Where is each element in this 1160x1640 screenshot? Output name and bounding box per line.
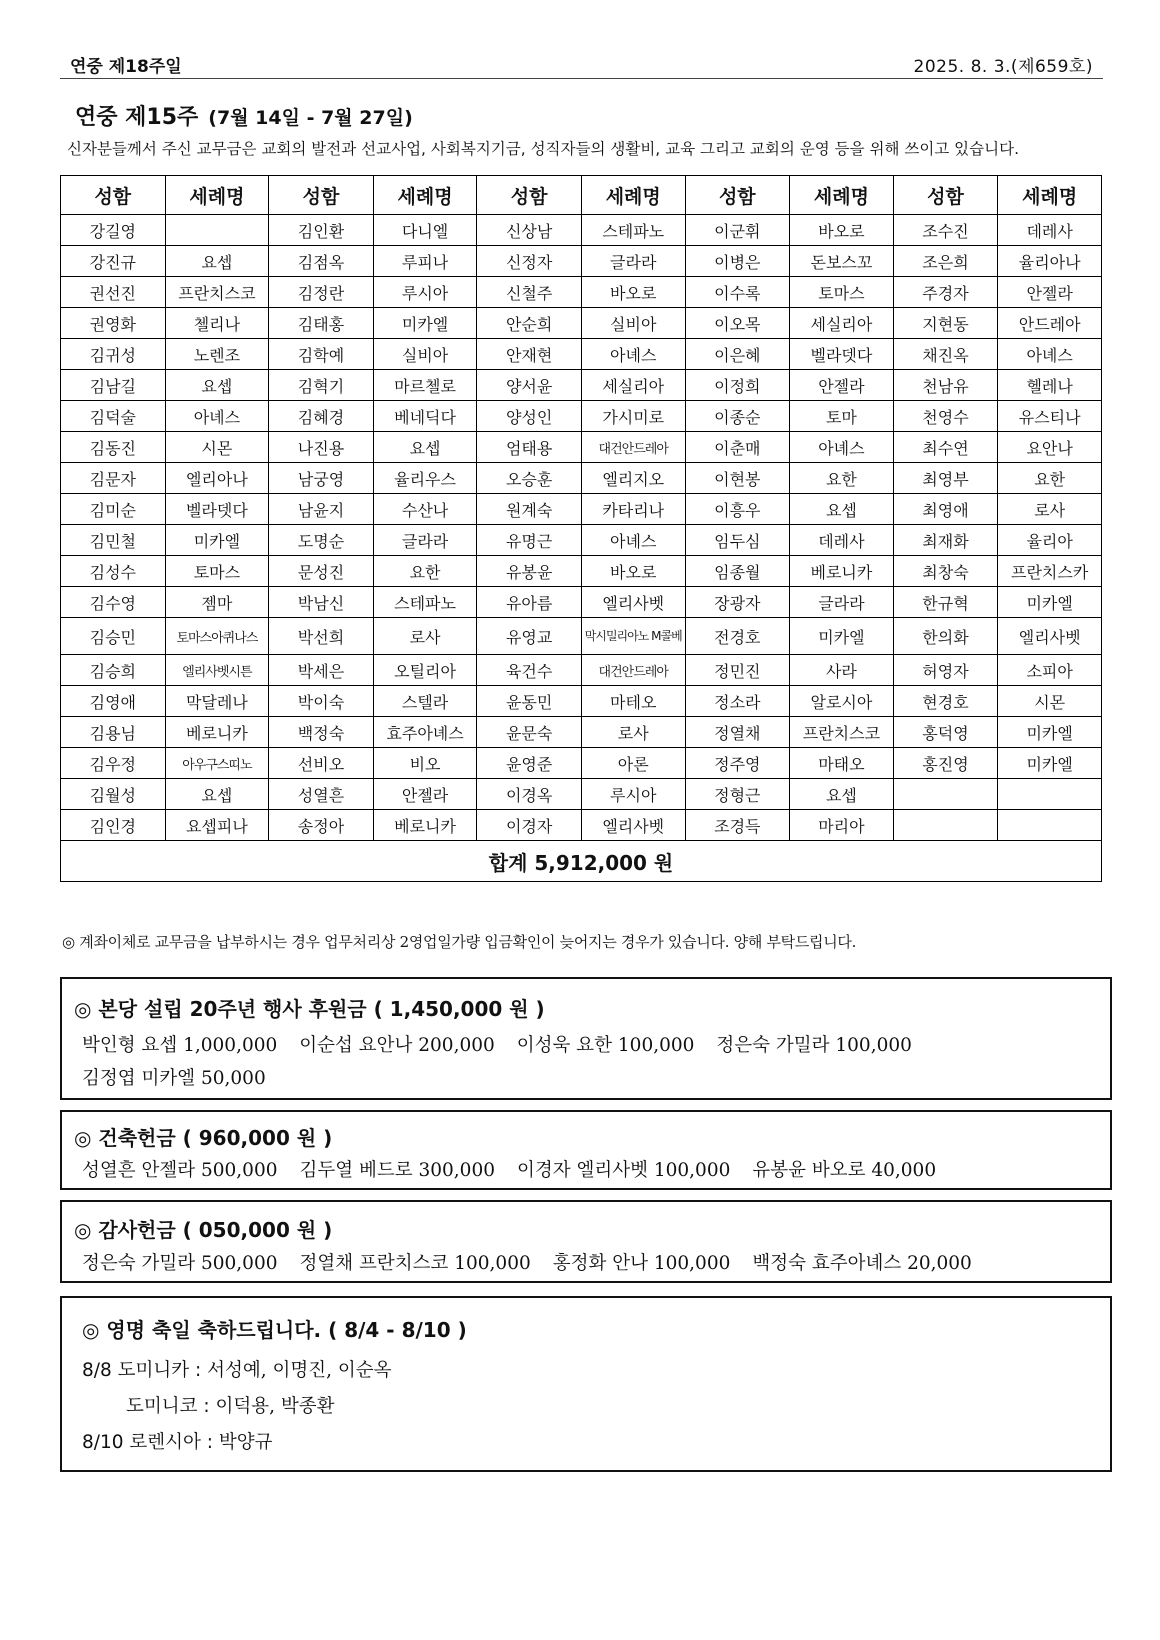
parishioner-name-cell: 김영애 <box>61 686 166 717</box>
parishioner-name-cell: 성열흔 <box>269 779 374 810</box>
parishioner-name-cell <box>893 810 998 841</box>
column-header-name: 성함 <box>269 176 374 215</box>
parishioner-name-cell: 김남길 <box>61 370 166 401</box>
baptismal-name-cell: 바오로 <box>581 277 685 308</box>
feast-names: 이덕용, 박종환 <box>215 1396 335 1417</box>
baptismal-name-cell: 가시미로 <box>581 401 685 432</box>
baptismal-name-cell: 바오로 <box>790 215 894 246</box>
baptismal-name-cell: 미카엘 <box>373 308 477 339</box>
baptismal-name-cell: 요안나 <box>998 432 1102 463</box>
baptismal-name-cell: 마르첼로 <box>373 370 477 401</box>
parishioner-name-cell: 주경자 <box>893 277 998 308</box>
parishioner-name-cell: 정민진 <box>685 655 790 686</box>
baptismal-name-cell: 스테파노 <box>373 587 477 618</box>
baptismal-name-cell: 데레사 <box>790 525 894 556</box>
baptismal-name-cell: 프란치스카 <box>998 556 1102 587</box>
parishioner-name-cell: 전경호 <box>685 618 790 655</box>
baptismal-name-cell: 로사 <box>998 494 1102 525</box>
parishioner-name-cell: 장광자 <box>685 587 790 618</box>
baptismal-name-cell: 젬마 <box>165 587 269 618</box>
parishioner-name-cell: 신철주 <box>477 277 582 308</box>
column-header-name: 성함 <box>685 176 790 215</box>
baptismal-name-cell: 루시아 <box>373 277 477 308</box>
column-header-baptismal-name: 세례명 <box>165 176 269 215</box>
baptismal-name-cell: 토마스 <box>165 556 269 587</box>
baptismal-name-cell: 카타리나 <box>581 494 685 525</box>
parishioner-name-cell: 유아름 <box>477 587 582 618</box>
baptismal-name-cell: 베네딕다 <box>373 401 477 432</box>
baptismal-name-cell: 미카엘 <box>165 525 269 556</box>
baptismal-name-cell: 율리아나 <box>998 246 1102 277</box>
donor-entry: 성열흔 안젤라 500,000 <box>82 1160 278 1181</box>
donor-entry: 백정숙 효주아녜스 20,000 <box>752 1253 972 1274</box>
parishioner-name-cell: 정소라 <box>685 686 790 717</box>
baptismal-name-cell: 실비아 <box>581 308 685 339</box>
baptismal-name-cell: 스테파노 <box>581 215 685 246</box>
donor-entry: 정열채 프란치스코 100,000 <box>299 1253 531 1274</box>
parishioner-name-cell: 김월성 <box>61 779 166 810</box>
parishioner-name-cell: 허영자 <box>893 655 998 686</box>
baptismal-name-cell: 엘리아나 <box>165 463 269 494</box>
intro-text: 신자분들께서 주신 교무금은 교회의 발전과 선교사업, 사회복지기금, 성직자들의 생활비, 교육 그리고 교회의 운영 등을 위해 쓰이고 있습니다. <box>67 140 1020 158</box>
parishioner-name-cell: 도명순 <box>269 525 374 556</box>
baptismal-name-cell: 막시밀리아노 M콜베 <box>581 618 685 655</box>
parishioner-name-cell: 최창숙 <box>893 556 998 587</box>
parishioner-name-cell: 정형근 <box>685 779 790 810</box>
parishioner-name-cell: 안순희 <box>477 308 582 339</box>
parishioner-name-cell: 김동진 <box>61 432 166 463</box>
parishioner-name-cell: 정열채 <box>685 717 790 748</box>
thanksgiving-donation-line <box>82 1249 994 1275</box>
parishioner-name-cell: 강길영 <box>61 215 166 246</box>
parishioner-name-cell: 김학예 <box>269 339 374 370</box>
anniversary-donation-line1 <box>82 1031 934 1057</box>
parishioner-name-cell: 양서윤 <box>477 370 582 401</box>
feast-names: 박양규 <box>218 1432 273 1453</box>
donor-entry: 정은숙 가밀라 500,000 <box>82 1253 278 1274</box>
baptismal-name-cell: 안젤라 <box>373 779 477 810</box>
column-header-baptismal-name: 세례명 <box>373 176 477 215</box>
baptismal-name-cell <box>165 215 269 246</box>
baptismal-name-cell: 대건안드레아 <box>581 432 685 463</box>
parishioner-name-cell: 윤문숙 <box>477 717 582 748</box>
baptismal-name-cell: 토마스아퀴나스 <box>165 618 269 655</box>
parishioner-name-cell: 김문자 <box>61 463 166 494</box>
header-left: 연중 제18주일 <box>70 57 182 77</box>
baptismal-name-cell: 세실리아 <box>581 370 685 401</box>
baptismal-name-cell: 다니엘 <box>373 215 477 246</box>
baptismal-name-cell: 엘리사벳시튼 <box>165 655 269 686</box>
table-row <box>61 587 1102 618</box>
parishioner-name-cell: 이경자 <box>477 810 582 841</box>
parishioner-name-cell: 원계숙 <box>477 494 582 525</box>
table-row <box>61 748 1102 779</box>
parishioner-name-cell: 양성인 <box>477 401 582 432</box>
parishioner-name-cell: 홍덕영 <box>893 717 998 748</box>
parishioner-name-cell: 조수진 <box>893 215 998 246</box>
feast-day-title: ◎ 영명 축일 축하드립니다. ( 8/4 - 8/10 ) <box>82 1318 467 1342</box>
baptismal-name-cell <box>998 810 1102 841</box>
baptismal-name-cell: 막달레나 <box>165 686 269 717</box>
table-row <box>61 655 1102 686</box>
feast-label: 8/8 도미니카 : <box>82 1360 202 1381</box>
table-header-row <box>61 176 1102 215</box>
baptismal-name-cell: 아론 <box>581 748 685 779</box>
baptismal-name-cell: 마태오 <box>790 748 894 779</box>
baptismal-name-cell: 베로니카 <box>165 717 269 748</box>
baptismal-name-cell: 안젤라 <box>790 370 894 401</box>
baptismal-name-cell: 첼리나 <box>165 308 269 339</box>
parishioner-name-cell: 김수영 <box>61 587 166 618</box>
parishioner-name-cell: 남윤지 <box>269 494 374 525</box>
table-row <box>61 494 1102 525</box>
parishioner-name-cell: 김용님 <box>61 717 166 748</box>
thanksgiving-donation-box <box>60 1200 1112 1283</box>
baptismal-name-cell: 엘리사벳 <box>581 587 685 618</box>
baptismal-name-cell: 율리우스 <box>373 463 477 494</box>
baptismal-name-cell: 바오로 <box>581 556 685 587</box>
parishioner-name-cell: 박남신 <box>269 587 374 618</box>
baptismal-name-cell: 아녜스 <box>998 339 1102 370</box>
baptismal-name-cell: 아녜스 <box>581 525 685 556</box>
baptismal-name-cell: 수산나 <box>373 494 477 525</box>
parishioner-name-cell: 이군휘 <box>685 215 790 246</box>
parishioner-name-cell: 김혁기 <box>269 370 374 401</box>
parishioner-name-cell: 이종순 <box>685 401 790 432</box>
section-title <box>75 100 413 131</box>
table-row <box>61 308 1102 339</box>
baptismal-name-cell: 요셉피나 <box>165 810 269 841</box>
parishioner-name-cell: 김미순 <box>61 494 166 525</box>
parishioner-name-cell: 천영수 <box>893 401 998 432</box>
anniversary-donation-box <box>60 977 1112 1100</box>
parishioner-name-cell: 이현봉 <box>685 463 790 494</box>
parishioner-name-cell: 오승훈 <box>477 463 582 494</box>
baptismal-name-cell: 유스티나 <box>998 401 1102 432</box>
baptismal-name-cell: 글라라 <box>790 587 894 618</box>
header-right: 2025. 8. 3.(제659호) <box>913 57 1093 77</box>
table-row <box>61 686 1102 717</box>
baptismal-name-cell: 효주아녜스 <box>373 717 477 748</box>
parishioner-name-cell: 최영부 <box>893 463 998 494</box>
donor-entry: 홍정화 안나 100,000 <box>552 1253 731 1274</box>
baptismal-name-cell: 요셉 <box>790 494 894 525</box>
table-row <box>61 779 1102 810</box>
table-row <box>61 246 1102 277</box>
table-row <box>61 463 1102 494</box>
baptismal-name-cell: 아녜스 <box>165 401 269 432</box>
parishioner-name-cell: 채진옥 <box>893 339 998 370</box>
table-row <box>61 370 1102 401</box>
column-header-name: 성함 <box>61 176 166 215</box>
baptismal-name-cell: 마리아 <box>790 810 894 841</box>
page-header <box>60 50 1103 79</box>
parishioner-name-cell: 김덕술 <box>61 401 166 432</box>
table-row <box>61 556 1102 587</box>
baptismal-name-cell: 안드레아 <box>998 308 1102 339</box>
donor-entry: 이순섭 요안나 200,000 <box>299 1035 495 1056</box>
baptismal-name-cell: 실비아 <box>373 339 477 370</box>
parishioner-name-cell: 이오목 <box>685 308 790 339</box>
table-row <box>61 215 1102 246</box>
parishioner-name-cell: 이경옥 <box>477 779 582 810</box>
column-header-baptismal-name: 세례명 <box>998 176 1102 215</box>
parishioner-name-cell: 윤동민 <box>477 686 582 717</box>
parishioner-name-cell: 김승희 <box>61 655 166 686</box>
donor-entry: 정은숙 가밀라 100,000 <box>716 1035 912 1056</box>
column-header-name: 성함 <box>477 176 582 215</box>
anniversary-donation-title: ◎ 본당 설립 20주년 행사 후원금 ( 1,450,000 원 ) <box>74 997 545 1021</box>
baptismal-name-cell: 토마 <box>790 401 894 432</box>
parishioner-name-cell: 문성진 <box>269 556 374 587</box>
payment-note: ◎ 계좌이체로 교무금을 납부하시는 경우 업무처리상 2영업일가량 입금확인이 늦어지는 경우가 있습니다. 양해 부탁드립니다. <box>62 933 857 951</box>
parishioner-name-cell: 이수록 <box>685 277 790 308</box>
donor-entry: 유봉윤 바오로 40,000 <box>752 1160 937 1181</box>
baptismal-name-cell: 요한 <box>790 463 894 494</box>
parishioner-name-cell: 이병은 <box>685 246 790 277</box>
parishioner-name-cell: 김혜경 <box>269 401 374 432</box>
parishioner-name-cell: 신상남 <box>477 215 582 246</box>
baptismal-name-cell: 시몬 <box>998 686 1102 717</box>
table-row <box>61 717 1102 748</box>
section-title-main: 연중 제15주 <box>75 105 199 130</box>
table-total-row <box>61 841 1102 882</box>
baptismal-name-cell: 아녜스 <box>581 339 685 370</box>
baptismal-name-cell: 로사 <box>373 618 477 655</box>
parishioner-name-cell: 권영화 <box>61 308 166 339</box>
table-row <box>61 525 1102 556</box>
parishioner-name-cell: 조경득 <box>685 810 790 841</box>
column-header-baptismal-name: 세례명 <box>790 176 894 215</box>
baptismal-name-cell: 프란치스코 <box>165 277 269 308</box>
baptismal-name-cell: 미카엘 <box>998 717 1102 748</box>
baptismal-name-cell: 안젤라 <box>998 277 1102 308</box>
donor-entry: 이성욱 요한 100,000 <box>516 1035 695 1056</box>
parishioner-name-cell: 김귀성 <box>61 339 166 370</box>
baptismal-name-cell: 미카엘 <box>790 618 894 655</box>
parishioner-name-cell: 정주영 <box>685 748 790 779</box>
parishioner-name-cell: 윤영준 <box>477 748 582 779</box>
parishioner-name-cell: 육건수 <box>477 655 582 686</box>
parishioner-name-cell: 현경호 <box>893 686 998 717</box>
baptismal-name-cell: 엘리지오 <box>581 463 685 494</box>
parishioner-name-cell: 권선진 <box>61 277 166 308</box>
parishioner-name-cell: 선비오 <box>269 748 374 779</box>
feast-label: 8/10 로렌시아 : <box>82 1432 214 1453</box>
baptismal-name-cell: 요셉 <box>165 246 269 277</box>
baptismal-name-cell: 알로시아 <box>790 686 894 717</box>
baptismal-name-cell: 비오 <box>373 748 477 779</box>
parishioner-name-cell <box>893 779 998 810</box>
baptismal-name-cell: 엘리사벳 <box>998 618 1102 655</box>
baptismal-name-cell: 로사 <box>581 717 685 748</box>
building-donation-title: ◎ 건축헌금 ( 960,000 원 ) <box>74 1126 333 1150</box>
parishioner-name-cell: 김민철 <box>61 525 166 556</box>
parishioner-name-cell: 김정란 <box>269 277 374 308</box>
feast-day-box <box>60 1296 1112 1472</box>
column-header-baptismal-name: 세례명 <box>581 176 685 215</box>
feast-line <box>82 1356 392 1382</box>
baptismal-name-cell: 오틸리아 <box>373 655 477 686</box>
parishioner-name-cell: 유명근 <box>477 525 582 556</box>
parishioner-name-cell: 송정아 <box>269 810 374 841</box>
table-row <box>61 618 1102 655</box>
parishioner-name-cell: 김승민 <box>61 618 166 655</box>
baptismal-name-cell: 요셉 <box>165 370 269 401</box>
feast-line <box>126 1392 335 1418</box>
baptismal-name-cell: 요한 <box>998 463 1102 494</box>
building-donation-box <box>60 1110 1112 1190</box>
section-title-period: (7월 14일 - 7월 27일) <box>208 107 413 129</box>
parishioner-name-cell: 박세은 <box>269 655 374 686</box>
baptismal-name-cell: 데레사 <box>998 215 1102 246</box>
baptismal-name-cell: 엘리사벳 <box>581 810 685 841</box>
baptismal-name-cell: 시몬 <box>165 432 269 463</box>
baptismal-name-cell: 돈보스꼬 <box>790 246 894 277</box>
parishioner-name-cell: 최영애 <box>893 494 998 525</box>
donor-entry: 김정엽 미카엘 50,000 <box>82 1068 266 1089</box>
parishioner-name-cell: 김우정 <box>61 748 166 779</box>
parishioner-name-cell: 이은혜 <box>685 339 790 370</box>
feast-names: 서성예, 이명진, 이순옥 <box>207 1360 392 1381</box>
parishioner-name-cell: 김점옥 <box>269 246 374 277</box>
baptismal-name-cell: 사라 <box>790 655 894 686</box>
parishioner-name-cell: 강진규 <box>61 246 166 277</box>
feast-line <box>82 1428 273 1454</box>
parishioner-name-cell: 엄태용 <box>477 432 582 463</box>
parishioner-name-cell: 임종월 <box>685 556 790 587</box>
parishioner-name-cell: 유영교 <box>477 618 582 655</box>
donor-entry: 김두열 베드로 300,000 <box>299 1160 495 1181</box>
table-row <box>61 810 1102 841</box>
parishioner-name-cell: 이춘매 <box>685 432 790 463</box>
baptismal-name-cell: 세실리아 <box>790 308 894 339</box>
baptismal-name-cell: 미카엘 <box>998 748 1102 779</box>
parishioner-name-cell: 나진용 <box>269 432 374 463</box>
baptismal-name-cell: 스텔라 <box>373 686 477 717</box>
baptismal-name-cell: 요한 <box>373 556 477 587</box>
parishioner-name-cell: 김인경 <box>61 810 166 841</box>
baptismal-name-cell: 벨라뎃다 <box>790 339 894 370</box>
baptismal-name-cell: 토마스 <box>790 277 894 308</box>
total-amount: 합계 5,912,000 원 <box>61 841 1102 882</box>
baptismal-name-cell: 대건안드레아 <box>581 655 685 686</box>
table-row <box>61 432 1102 463</box>
parishioner-name-cell: 이흥우 <box>685 494 790 525</box>
baptismal-name-cell: 베로니카 <box>790 556 894 587</box>
thanksgiving-donation-title: ◎ 감사헌금 ( 050,000 원 ) <box>74 1218 333 1242</box>
column-header-name: 성함 <box>893 176 998 215</box>
parishioner-name-cell: 이정희 <box>685 370 790 401</box>
baptismal-name-cell: 마테오 <box>581 686 685 717</box>
baptismal-name-cell: 노렌조 <box>165 339 269 370</box>
parishioner-name-cell: 백정숙 <box>269 717 374 748</box>
baptismal-name-cell: 글라라 <box>581 246 685 277</box>
parishioner-name-cell: 김인환 <box>269 215 374 246</box>
baptismal-name-cell: 율리아 <box>998 525 1102 556</box>
parishioner-name-cell: 홍진영 <box>893 748 998 779</box>
parishioner-name-cell: 천남유 <box>893 370 998 401</box>
baptismal-name-cell: 글라라 <box>373 525 477 556</box>
baptismal-name-cell: 루시아 <box>581 779 685 810</box>
donor-entry: 이경자 엘리사벳 100,000 <box>517 1160 731 1181</box>
baptismal-name-cell: 벨라뎃다 <box>165 494 269 525</box>
baptismal-name-cell: 프란치스코 <box>790 717 894 748</box>
parishioner-name-cell: 김태홍 <box>269 308 374 339</box>
baptismal-name-cell: 요셉 <box>165 779 269 810</box>
parishioner-name-cell: 안재현 <box>477 339 582 370</box>
parishioner-name-cell: 유봉윤 <box>477 556 582 587</box>
parishioner-name-cell: 임두심 <box>685 525 790 556</box>
anniversary-donation-line2 <box>82 1064 288 1090</box>
table-row <box>61 339 1102 370</box>
parishioner-name-cell: 최수연 <box>893 432 998 463</box>
baptismal-name-cell: 루피나 <box>373 246 477 277</box>
donor-entry: 박인형 요셉 1,000,000 <box>82 1035 278 1056</box>
baptismal-name-cell: 아녜스 <box>790 432 894 463</box>
baptismal-name-cell: 요셉 <box>790 779 894 810</box>
parishioner-name-cell: 지현동 <box>893 308 998 339</box>
parishioner-name-cell: 신정자 <box>477 246 582 277</box>
table-row <box>61 401 1102 432</box>
parishioner-name-cell: 박선희 <box>269 618 374 655</box>
baptismal-name-cell <box>998 779 1102 810</box>
parishioner-name-cell: 최재화 <box>893 525 998 556</box>
baptismal-name-cell: 아우구스띠노 <box>165 748 269 779</box>
baptismal-name-cell: 요셉 <box>373 432 477 463</box>
parishioner-name-cell: 한규혁 <box>893 587 998 618</box>
parishioner-name-cell: 한의화 <box>893 618 998 655</box>
baptismal-name-cell: 소피아 <box>998 655 1102 686</box>
baptismal-name-cell: 베로니카 <box>373 810 477 841</box>
baptismal-name-cell: 미카엘 <box>998 587 1102 618</box>
parishioner-name-cell: 김성수 <box>61 556 166 587</box>
building-donation-line <box>82 1156 958 1182</box>
baptismal-name-cell: 헬레나 <box>998 370 1102 401</box>
parishioner-name-cell: 박이숙 <box>269 686 374 717</box>
table-row <box>61 277 1102 308</box>
donation-table <box>60 175 1102 882</box>
feast-label: 도미니코 : <box>126 1396 210 1417</box>
parishioner-name-cell: 조은희 <box>893 246 998 277</box>
parishioner-name-cell: 남궁영 <box>269 463 374 494</box>
